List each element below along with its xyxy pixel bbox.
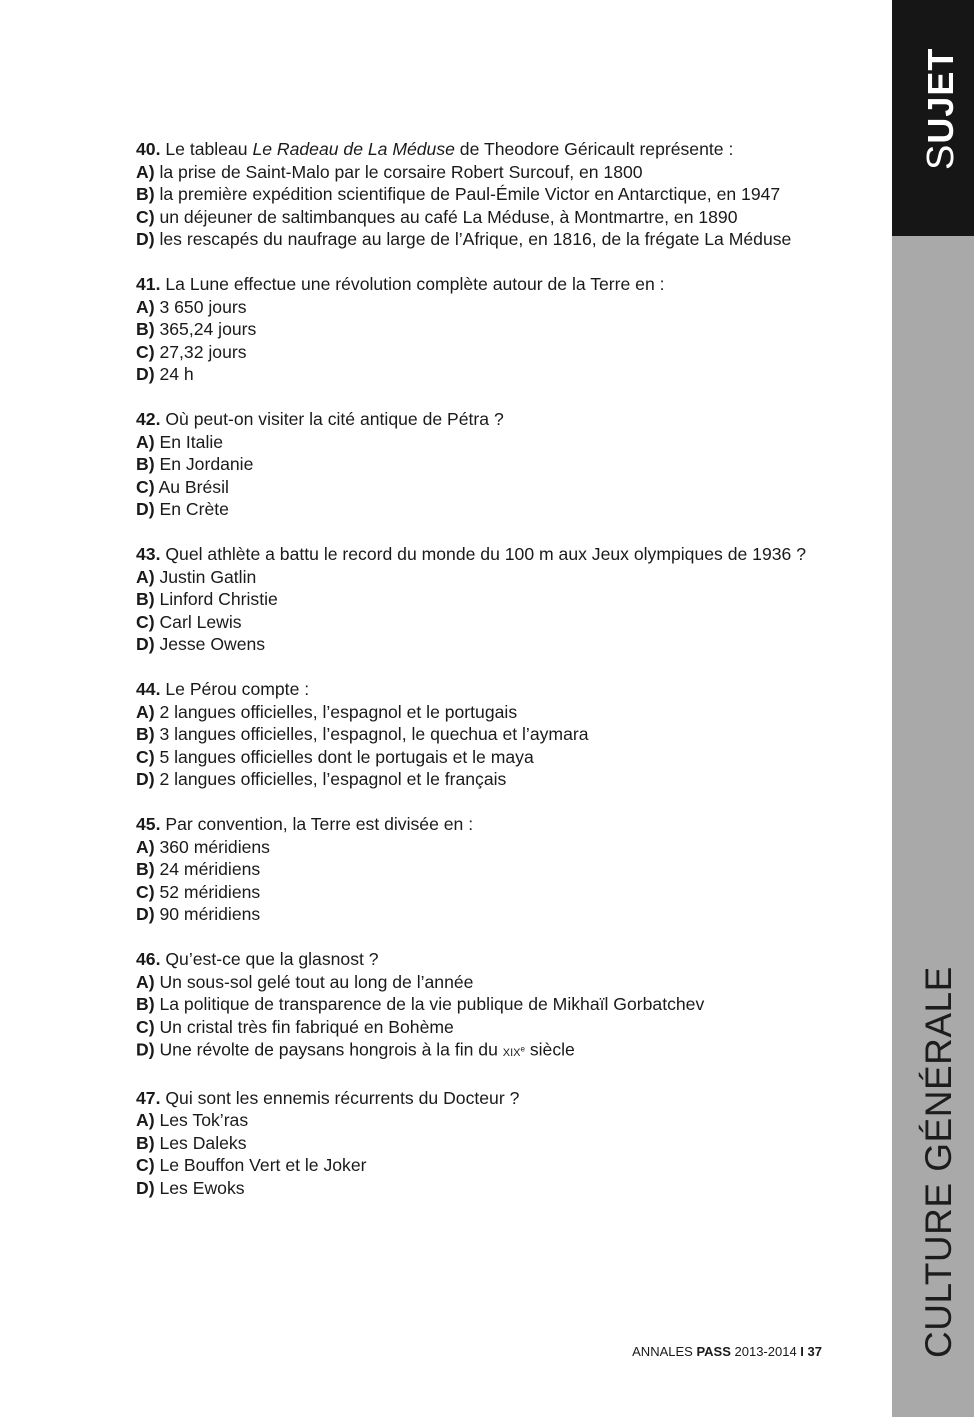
page-footer: ANNALES PASS 2013-2014 I 37: [632, 1344, 822, 1359]
option-d: D) Une révolte de paysans hongrois à la fin du XIXe siècle: [136, 1039, 575, 1060]
pass-brand: PASS: [696, 1344, 731, 1359]
sidebar-subject-label: CULTURE GÉNÉRALE: [918, 966, 959, 1358]
question-43: [136, 543, 822, 656]
option-d: D) 24 h: [136, 364, 194, 384]
sidebar-section-label: SUJET: [920, 47, 962, 170]
option-a: A) la prise de Saint-Malo par le corsaire Robert Surcouf, en 1800: [136, 161, 643, 182]
question-number: 44.: [136, 679, 161, 699]
question-text: 41. La Lune effectue une révolution complète autour de la Terre en :: [136, 274, 665, 294]
option-c: C) un déjeuner de saltimbanques au café La Méduse, à Montmartre, en 1890: [136, 206, 738, 227]
option-d: D) Jesse Owens: [136, 634, 266, 654]
option-c: C) Un cristal très fin fabriqué en Bohème: [136, 1016, 454, 1037]
question-number: 45.: [136, 814, 161, 834]
option-a: A) 3 650 jours: [136, 296, 247, 317]
question-number: 40.: [136, 139, 161, 159]
option-a: A) Les Tok’ras: [136, 1110, 249, 1131]
option-a: A) En Italie: [136, 431, 224, 452]
question-text: 45. Par convention, la Terre est divisée en :: [136, 814, 474, 834]
question-45: [136, 813, 822, 926]
option-c: C) 52 méridiens: [136, 881, 261, 902]
century-numeral: XIXe: [502, 1044, 525, 1059]
option-b: B) En Jordanie: [136, 454, 254, 474]
question-40: [136, 138, 822, 251]
question-text: 47. Qui sont les ennemis récurrents du Docteur ?: [136, 1087, 520, 1108]
question-text: 44. Le Pérou compte :: [136, 679, 310, 699]
question-text: 42. Où peut-on visiter la cité antique de Pétra ?: [136, 409, 504, 429]
option-b: B) 3 langues officielles, l’espagnol, le quechua et l’aymara: [136, 724, 589, 744]
question-number: 43.: [136, 544, 161, 564]
option-a: A) 2 langues officielles, l’espagnol et le portugais: [136, 701, 518, 722]
option-d: D) 2 langues officielles, l’espagnol et le français: [136, 769, 507, 789]
page-number: 37: [803, 1344, 822, 1359]
option-c: C) Le Bouffon Vert et le Joker: [136, 1155, 367, 1176]
option-d: D) 90 méridiens: [136, 904, 261, 924]
question-text: 46. Qu’est-ce que la glasnost ?: [136, 949, 379, 969]
option-d: D) Les Ewoks: [136, 1177, 245, 1198]
option-d: D) En Crète: [136, 499, 229, 519]
question-number: 41.: [136, 274, 161, 294]
option-b: B) La politique de transparence de la vie publique de Mikhaïl Gorbatchev: [136, 994, 705, 1014]
option-c: C) Carl Lewis: [136, 611, 242, 632]
painting-title: Le Radeau de La Méduse: [252, 139, 455, 159]
option-c: C) Au Brésil: [136, 476, 229, 497]
option-a: A) Un sous-sol gelé tout au long de l’année: [136, 971, 474, 992]
question-number: 47.: [136, 1087, 161, 1108]
option-d: D) les rescapés du naufrage au large de l’Afrique, en 1816, de la frégate La Méduse: [136, 229, 792, 249]
question-41: [136, 273, 822, 386]
question-number: 46.: [136, 949, 161, 969]
question-number: 42.: [136, 409, 161, 429]
question-44: [136, 678, 822, 791]
option-b: B) 365,24 jours: [136, 319, 257, 339]
option-c: C) 5 langues officielles dont le portugais et le maya: [136, 746, 534, 767]
option-b: B) Les Daleks: [136, 1132, 247, 1153]
question-46: [136, 948, 822, 1064]
question-42: [136, 408, 822, 521]
option-c: C) 27,32 jours: [136, 341, 247, 362]
option-b: B) la première expédition scientifique de Paul-Émile Victor en Antarctique, en 1947: [136, 184, 781, 204]
option-a: A) Justin Gatlin: [136, 566, 257, 587]
question-47: [136, 1087, 822, 1200]
footer-separator: I: [800, 1344, 804, 1359]
option-b: B) 24 méridiens: [136, 859, 261, 879]
option-b: B) Linford Christie: [136, 589, 278, 609]
option-a: A) 360 méridiens: [136, 836, 270, 857]
question-text: 43. Quel athlète a battu le record du monde du 100 m aux Jeux olympiques de 1936 ?: [136, 544, 806, 564]
question-list: [136, 138, 822, 1222]
question-text: 40. Le tableau Le Radeau de La Méduse de Theodore Géricault représente :: [136, 139, 734, 159]
